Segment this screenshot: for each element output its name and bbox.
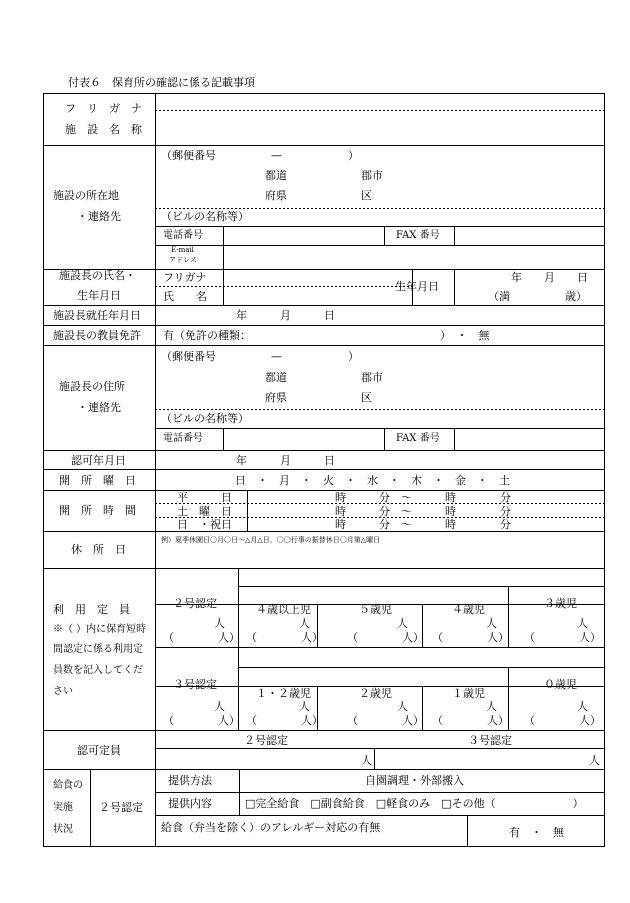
capacity-label: 利 用 定 員 bbox=[53, 603, 130, 616]
capacity-note-3: 員数を記入してくだ bbox=[53, 665, 143, 676]
meal-type2: ２号認定 bbox=[99, 801, 143, 814]
facility-name-label: 施 設 名 称 bbox=[65, 123, 142, 136]
cap3-0-unit: 人 bbox=[577, 700, 588, 713]
cap3-0-paren: （ 人） bbox=[524, 714, 601, 727]
cap2-3-paren: （ 人） bbox=[524, 631, 601, 644]
open-hours-label: 開 所 時 間 bbox=[59, 504, 136, 517]
director-fuken: 府県 bbox=[265, 391, 287, 404]
cap3-total-paren: （ 人） bbox=[163, 714, 240, 727]
form-caption: 付表６ 保育所の確認に係る記載事項 bbox=[68, 76, 255, 89]
location-postal: （郵便番号 — ） bbox=[161, 149, 359, 162]
licensed-type2-unit: 人 bbox=[361, 754, 372, 767]
meal-content-value: □完全給食 □副食給食 □軽食のみ □その他（ ） bbox=[245, 797, 584, 810]
cap2-5-paren: （ 人） bbox=[347, 631, 424, 644]
director-gunshi: 郡市 bbox=[361, 371, 383, 384]
meal-allergy-value: 有 ・ 無 bbox=[509, 826, 564, 839]
director-building: （ビルの名称等） bbox=[161, 412, 249, 425]
director-postal: （郵便番号 — ） bbox=[161, 350, 359, 363]
location-label: 施設の所在地 bbox=[53, 189, 119, 202]
hours-row-weekday-time: 時 分 ～ 時 分 bbox=[335, 491, 511, 504]
meal-label-3: 状況 bbox=[53, 824, 73, 835]
location-fax-label: FAX 番号 bbox=[396, 230, 440, 241]
cap3-12-paren: （ 人） bbox=[246, 714, 323, 727]
licensed-type3: ３号認定 bbox=[468, 734, 512, 747]
director-birth-col: 生年月日 bbox=[395, 280, 439, 293]
capacity-note-1: ※（ ）内に保育短時 bbox=[53, 624, 147, 635]
director-birth-label: 生年月日 bbox=[77, 289, 121, 302]
cap2-4-unit: 人 bbox=[486, 617, 497, 630]
director-ku: 区 bbox=[361, 391, 372, 404]
capacity-age-4up: ４歳以上児 bbox=[256, 603, 311, 616]
location-tel-label: 電話番号 bbox=[163, 230, 203, 241]
meal-label-2: 実施 bbox=[53, 802, 73, 813]
location-ku: 区 bbox=[361, 189, 372, 202]
hours-row-weekday: 平 日 bbox=[177, 491, 232, 504]
location-building: （ビルの名称等） bbox=[161, 210, 249, 223]
hours-row-holiday: 日 ・祝日 bbox=[177, 518, 232, 531]
cap2-4up-paren: （ 人） bbox=[246, 631, 323, 644]
director-address-label: 施設長の住所 bbox=[59, 380, 125, 393]
cap2-4up-unit: 人 bbox=[299, 617, 310, 630]
cap3-1-unit: 人 bbox=[486, 700, 497, 713]
location-todo: 都道 bbox=[265, 169, 287, 182]
director-fax-label: FAX 番号 bbox=[396, 433, 440, 444]
director-address-contact: ・連絡先 bbox=[77, 401, 121, 414]
capacity-age-3: ３歳児 bbox=[544, 597, 577, 610]
open-days-value: 日 ・ 月 ・ 火 ・ 水 ・ 木 ・ 金 ・ 土 bbox=[235, 474, 510, 487]
director-furigana: フリガナ bbox=[163, 271, 207, 284]
appointment-label: 施設長就任年月日 bbox=[53, 309, 141, 322]
furigana-label: フ リ ガ ナ bbox=[65, 102, 142, 115]
meal-method-value: 自園調理・外部搬入 bbox=[365, 774, 464, 787]
open-days-label: 開 所 曜 日 bbox=[59, 474, 136, 487]
capacity-note-2: 間認定に係る利用定 bbox=[53, 644, 143, 655]
license-label: 施設長の教員免許 bbox=[53, 329, 141, 342]
capacity-age-5: ５歳児 bbox=[359, 603, 392, 616]
director-name-label: 施設長の氏名・ bbox=[59, 269, 136, 282]
cap2-3-unit: 人 bbox=[577, 617, 588, 630]
cap3-total-unit: 人 bbox=[214, 700, 225, 713]
hours-row-saturday: 土 曜 日 bbox=[177, 505, 232, 518]
closed-label: 休 所 日 bbox=[71, 543, 126, 556]
meal-label-1: 給食の bbox=[53, 780, 83, 791]
capacity-type3: ３号認定 bbox=[173, 678, 217, 691]
meal-allergy-label: 給食（弁当を除く）のアレルギー対応の有無 bbox=[161, 821, 381, 834]
location-email-label: E-mail bbox=[171, 246, 194, 254]
meal-content-label: 提供内容 bbox=[168, 797, 212, 810]
location-fuken: 府県 bbox=[265, 189, 287, 202]
license-none: ） ・ 無 bbox=[440, 329, 490, 342]
capacity-age-4: ４歳児 bbox=[452, 603, 485, 616]
meal-method-label: 提供方法 bbox=[168, 774, 212, 787]
cap2-4-paren: （ 人） bbox=[432, 631, 509, 644]
cap2-5-unit: 人 bbox=[397, 617, 408, 630]
capacity-age-0: ０歳児 bbox=[544, 678, 577, 691]
location-label-contact: ・連絡先 bbox=[77, 210, 121, 223]
director-todo: 都道 bbox=[265, 371, 287, 384]
cap3-2-unit: 人 bbox=[397, 700, 408, 713]
cap3-2-paren: （ 人） bbox=[347, 714, 424, 727]
director-age: （満 歳） bbox=[488, 290, 587, 303]
capacity-type2: ２号認定 bbox=[173, 597, 217, 610]
cap2-total-unit: 人 bbox=[214, 617, 225, 630]
hours-row-saturday-time: 時 分 ～ 時 分 bbox=[335, 505, 511, 518]
closed-example: 例）夏季休園日〇月〇日～△月△日，〇〇行事の振替休日〇月第△曜日 bbox=[161, 536, 381, 544]
cap2-total-paren: （ 人） bbox=[163, 631, 240, 644]
hours-row-holiday-time: 時 分 ～ 時 分 bbox=[335, 518, 511, 531]
capacity-age-1: １歳児 bbox=[452, 687, 485, 700]
approval-label: 認可年月日 bbox=[71, 454, 126, 467]
approval-date: 年 月 日 bbox=[236, 454, 335, 467]
capacity-note-4: さい bbox=[53, 686, 73, 697]
director-shimei: 氏 名 bbox=[163, 290, 207, 303]
license-value: 有（免許の種類： bbox=[163, 329, 251, 342]
location-gunshi: 郡市 bbox=[361, 169, 383, 182]
form-grid-lines bbox=[43, 93, 605, 847]
director-birth-date: 年 月 日 bbox=[511, 271, 588, 284]
licensed-type3-unit: 人 bbox=[589, 754, 600, 767]
cap3-1-paren: （ 人） bbox=[432, 714, 509, 727]
facility-form-table bbox=[43, 93, 605, 847]
licensed-type2: ２号認定 bbox=[244, 734, 288, 747]
capacity-age-12: １・２歳児 bbox=[256, 687, 311, 700]
director-tel-label: 電話番号 bbox=[163, 433, 203, 444]
location-email-label-2: アドレス bbox=[169, 256, 197, 264]
appointment-date: 年 月 日 bbox=[236, 309, 335, 322]
cap3-12-unit: 人 bbox=[299, 700, 310, 713]
licensed-label: 認可定員 bbox=[77, 744, 121, 757]
capacity-age-2: ２歳児 bbox=[359, 687, 392, 700]
